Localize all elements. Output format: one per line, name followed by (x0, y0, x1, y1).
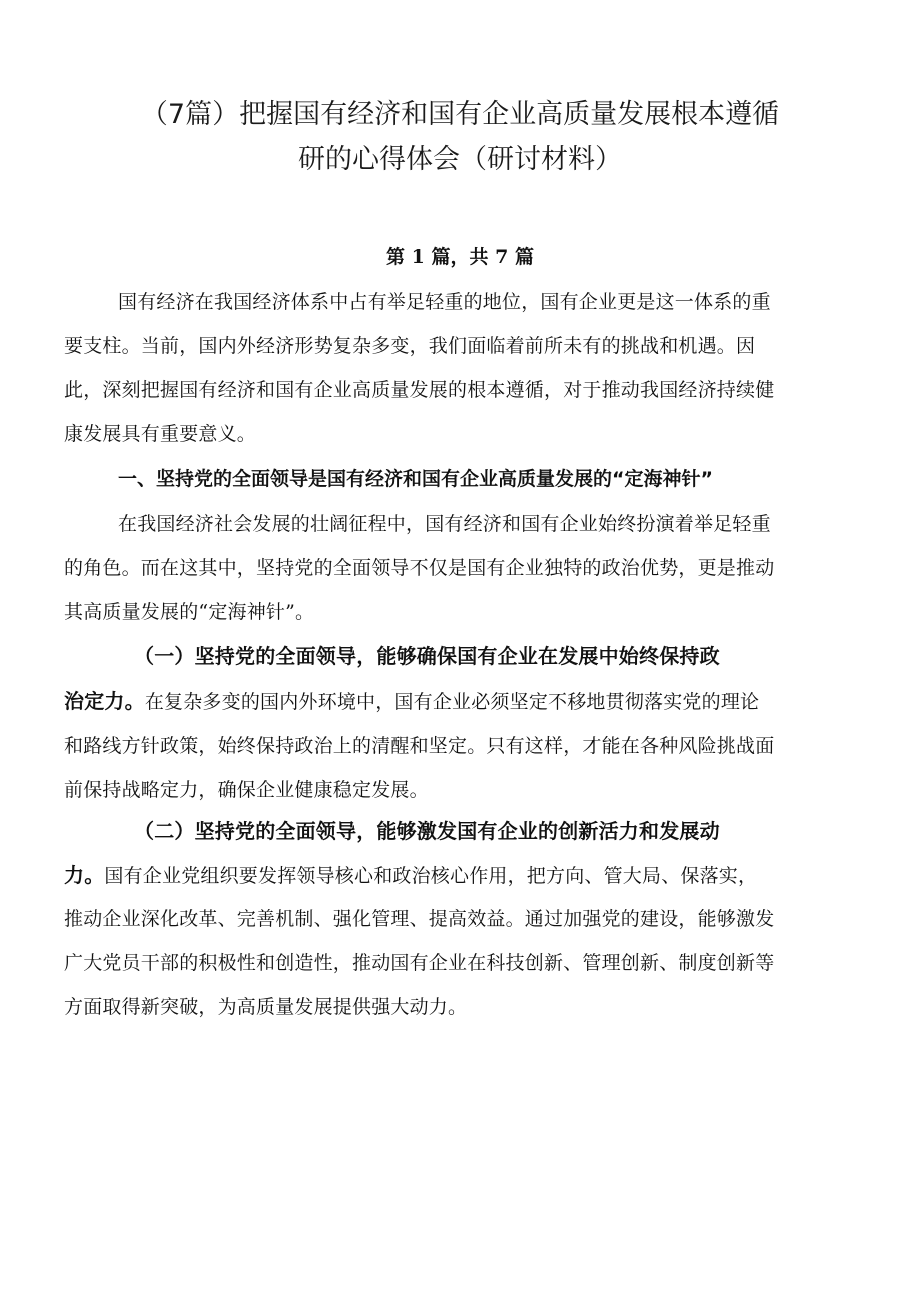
point-2-heading-end: 力。 (64, 863, 105, 887)
point-2-line: 方面取得新突破，为高质量发展提供强大动力。 (64, 996, 468, 1018)
section-heading: 一、坚持党的全面领导是国有经济和国有企业高质量发展的“定海神针” (118, 468, 713, 490)
point-2-line (64, 860, 757, 891)
document-title-line-1: （7篇）把握国有经济和国有企业高质量发展根本遵循 (140, 99, 780, 130)
intro-line: 康发展具有重要意义。 (64, 423, 257, 445)
point-1-line (64, 686, 759, 717)
intro-line: 此，深刻把握国有经济和国有企业高质量发展的根本遵循，对于推动我国经济持续健 (64, 379, 775, 401)
part-label: 第 1 篇，共 7 篇 (386, 246, 534, 268)
intro-line: 要支柱。当前，国内外经济形势复杂多变，我们面临着前所未有的挑战和机遇。因 (64, 335, 756, 357)
point-1-line: 和路线方针政策，始终保持政治上的清醒和坚定。只有这样，才能在各种风险挑战面 (64, 735, 775, 757)
point-2-line: 推动企业深化改革、完善机制、强化管理、提高效益。通过加强党的建设，能够激发 (64, 908, 775, 930)
section-paragraph-line: 其高质量发展的“定海神针”。 (64, 601, 315, 623)
point-1-heading-end: 治定力。 (64, 689, 145, 713)
section-paragraph-line: 在我国经济社会发展的壮阔征程中，国有经济和国有企业始终扮演着举足轻重 (118, 513, 771, 535)
point-2-heading: （二）坚持党的全面领导，能够激发国有企业的创新活力和发展动 (134, 819, 720, 843)
point-1-heading: （一）坚持党的全面领导，能够确保国有企业在发展中始终保持政 (134, 644, 720, 668)
point-2-text: 国有企业党组织要发挥领导核心和政治核心作用，把方向、管大局、保落实， (104, 865, 758, 887)
document-title-line-2: 研的心得体会（研讨材料） (298, 144, 622, 175)
point-1-text: 在复杂多变的国内外环境中，国有企业必须坚定不移地贯彻落实党的理论 (144, 691, 760, 713)
point-1-line: 前保持战略定力，确保企业健康稳定发展。 (64, 779, 429, 801)
section-paragraph-line: 的角色。而在这其中，坚持党的全面领导不仅是国有企业独特的政治优势，更是推动 (64, 557, 775, 579)
point-2-line: 广大党员干部的积极性和创造性，推动国有企业在科技创新、管理创新、制度创新等 (64, 952, 775, 974)
intro-line: 国有经济在我国经济体系中占有举足轻重的地位，国有企业更是这一体系的重 (118, 291, 771, 313)
